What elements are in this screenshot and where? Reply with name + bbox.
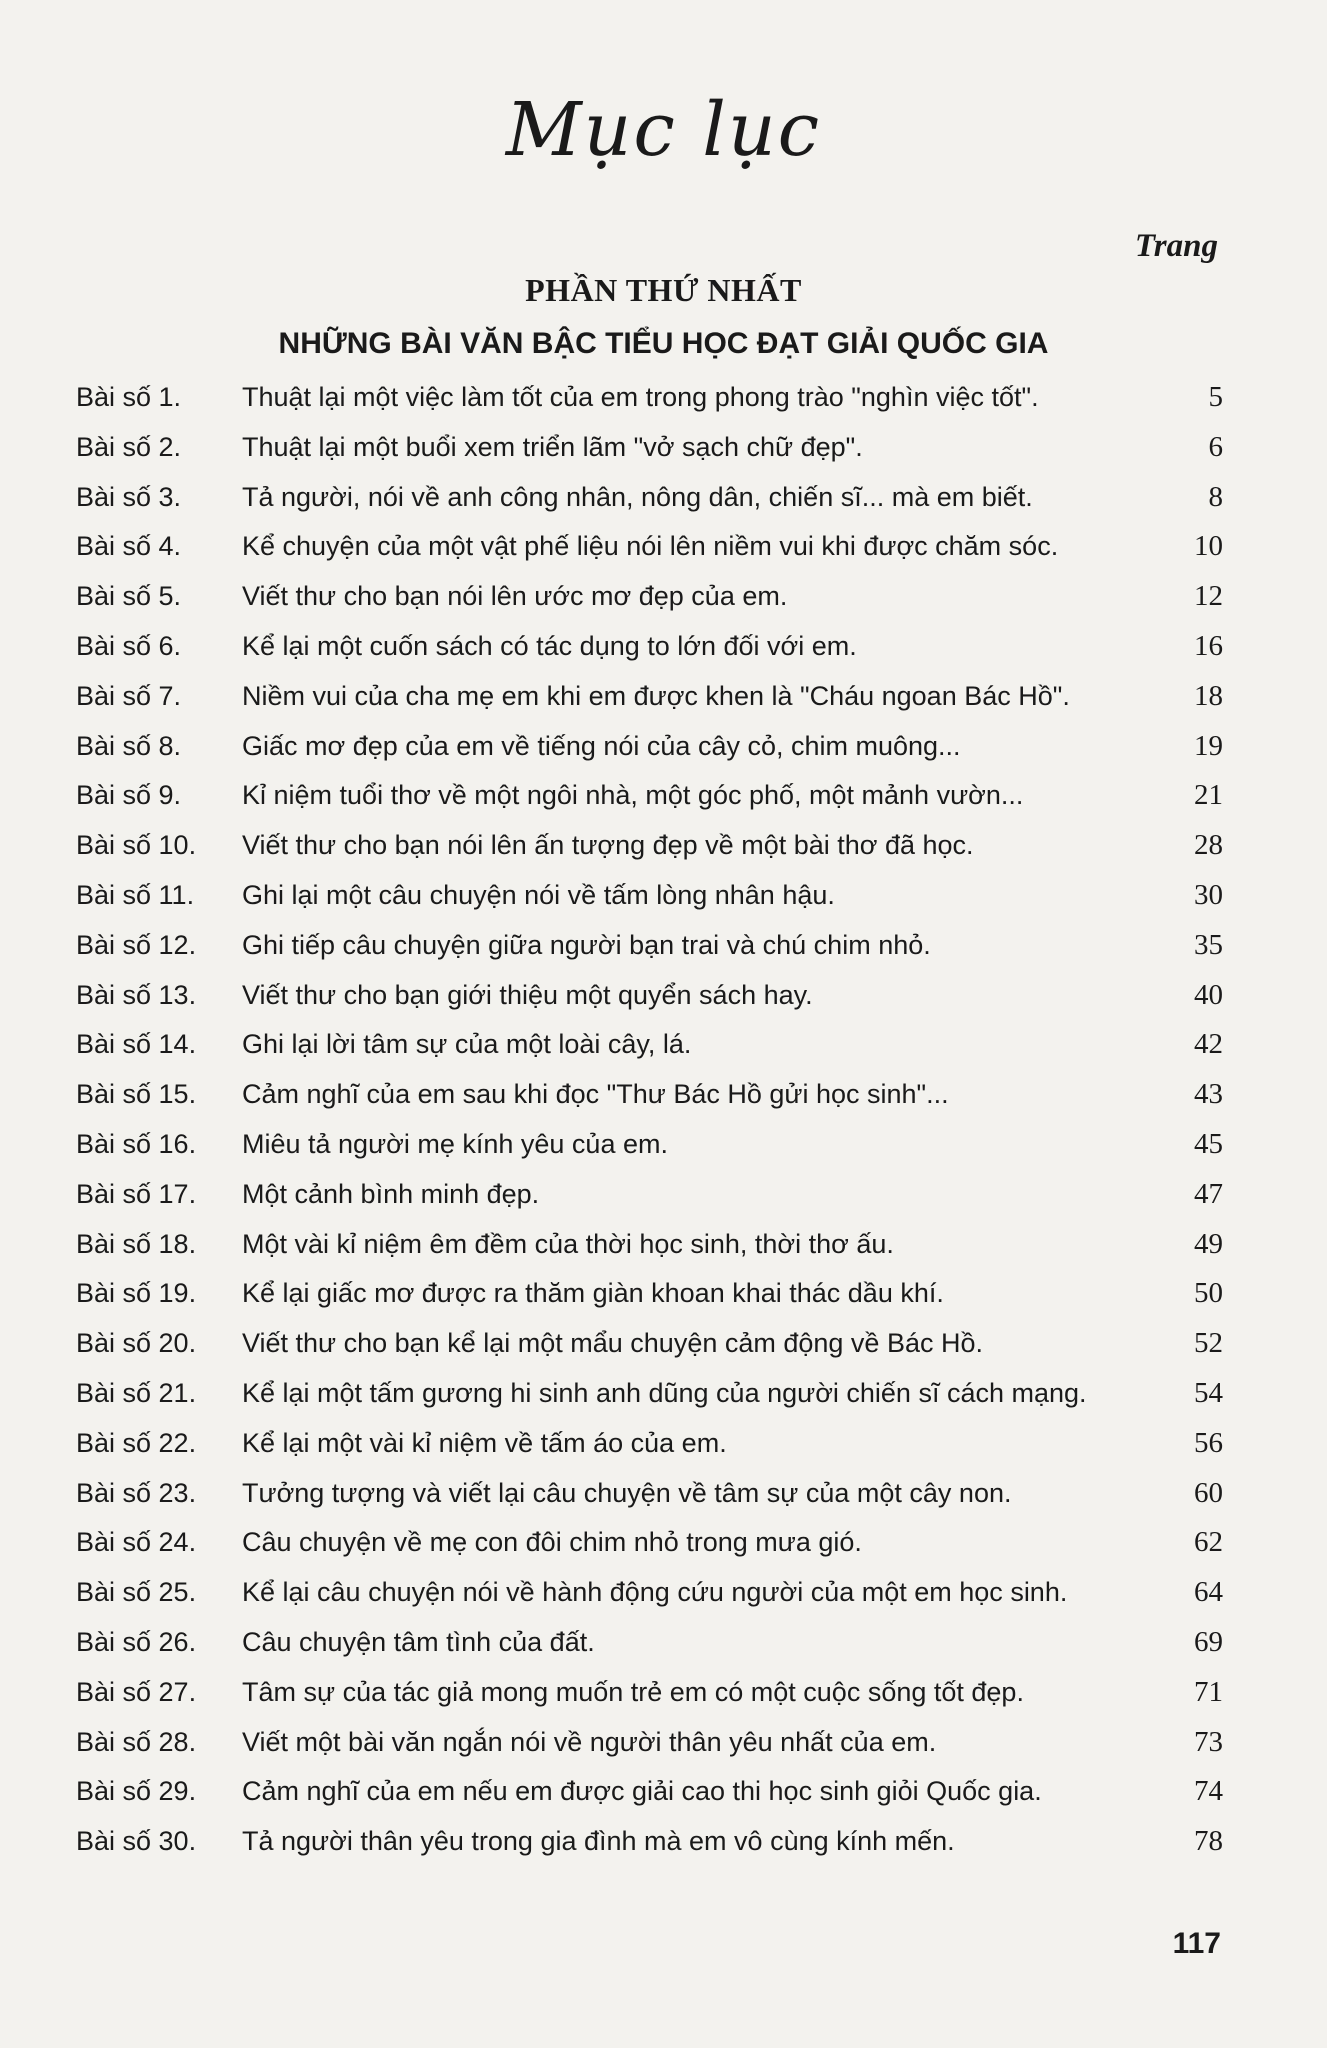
- toc-entry-title: Kể lại một vài kỉ niệm về tấm áo của em.: [242, 1427, 727, 1458]
- toc-entry-page: 64: [1194, 1576, 1223, 1609]
- toc-entry-number: Bài số 3.: [76, 481, 182, 512]
- page-title: Mục lục: [505, 87, 822, 173]
- toc-entry-title: Kể lại câu chuyện nói về hành động cứu người của một em học sinh.: [242, 1577, 1068, 1608]
- toc-entry: [0, 1369, 1327, 1419]
- toc-entry-number: Bài số 22.: [76, 1427, 197, 1458]
- toc-entry: [0, 1170, 1327, 1220]
- toc-entry-page: 62: [1194, 1526, 1223, 1559]
- toc-entry-number: Bài số 18.: [76, 1228, 197, 1259]
- toc-entry-title: Tâm sự của tác giả mong muốn trẻ em có một cuộc sống tốt đẹp.: [242, 1676, 1024, 1707]
- toc-entry-number: Bài số 21.: [76, 1377, 197, 1408]
- toc-entry-page: 19: [1194, 729, 1223, 762]
- toc-entry: [0, 1220, 1327, 1270]
- toc-entry-page: 21: [1194, 779, 1223, 812]
- toc-entry-page: 6: [1208, 430, 1223, 463]
- toc-entry-page: 60: [1194, 1476, 1223, 1509]
- toc-entry-title: Cảm nghĩ của em nếu em được giải cao thi học sinh giỏi Quốc gia.: [242, 1776, 1042, 1807]
- toc-entry-number: Bài số 5.: [76, 581, 182, 612]
- toc-entry-page: 30: [1194, 878, 1223, 911]
- toc-entry-number: Bài số 11.: [76, 879, 195, 910]
- page-column-header: Trang: [1134, 228, 1218, 264]
- toc-entry-number: Bài số 15.: [76, 1079, 197, 1110]
- toc-entry: [0, 1419, 1327, 1469]
- toc-entry-number: Bài số 6.: [76, 630, 182, 661]
- toc-entry: [0, 1767, 1327, 1817]
- toc-entry-number: Bài số 12.: [76, 929, 197, 960]
- toc-entry-title: Câu chuyện tâm tình của đất.: [242, 1626, 595, 1657]
- toc-entry-page: 71: [1194, 1675, 1223, 1708]
- toc-entry: [0, 1718, 1327, 1768]
- toc-entry-page: 74: [1194, 1775, 1223, 1808]
- toc-entry: [0, 971, 1327, 1021]
- toc-entry-number: Bài số 30.: [76, 1826, 197, 1857]
- toc-entry-title: Kể lại một tấm gương hi sinh anh dũng của người chiến sĩ cách mạng.: [242, 1377, 1087, 1408]
- toc-entry-title: Câu chuyện về mẹ con đôi chim nhỏ trong mưa gió.: [242, 1527, 862, 1558]
- toc-entry-number: Bài số 8.: [76, 730, 182, 761]
- toc-entry: [0, 373, 1327, 423]
- toc-entry-title: Một vài kỉ niệm êm đềm của thời học sinh, thời thơ ấu.: [242, 1228, 894, 1259]
- toc-entry-number: Bài số 20.: [76, 1328, 197, 1359]
- toc-entry-title: Một cảnh bình minh đẹp.: [242, 1178, 540, 1209]
- toc-entry: [0, 1319, 1327, 1369]
- toc-entry-number: Bài số 28.: [76, 1726, 197, 1757]
- toc-entry: [0, 1817, 1327, 1867]
- toc-entry-page: 18: [1194, 679, 1223, 712]
- toc-entry-page: 50: [1194, 1277, 1223, 1310]
- toc-entry: [0, 622, 1327, 672]
- toc-entry: [0, 1269, 1327, 1319]
- toc-entry-title: Kể chuyện của một vật phế liệu nói lên niềm vui khi được chăm sóc.: [242, 531, 1059, 562]
- toc-entry-page: 12: [1194, 580, 1223, 613]
- toc-entry-title: Thuật lại một buổi xem triển lãm "vở sạch chữ đẹp".: [242, 431, 863, 462]
- toc-entry-number: Bài số 29.: [76, 1776, 197, 1807]
- toc-entry: [0, 473, 1327, 523]
- part-title: PHẦN THỨ NHẤT: [525, 272, 802, 308]
- toc-entry-number: Bài số 26.: [76, 1626, 197, 1657]
- toc-entry: [0, 1668, 1327, 1718]
- toc-entry-page: 35: [1194, 928, 1223, 961]
- toc-entry-title: Tả người thân yêu trong gia đình mà em vô cùng kính mến.: [242, 1826, 955, 1857]
- toc-entry-title: Viết thư cho bạn nói lên ước mơ đẹp của em.: [242, 581, 788, 612]
- toc-entry: [0, 572, 1327, 622]
- toc-entry-title: Thuật lại một việc làm tốt của em trong phong trào "nghìn việc tốt".: [242, 382, 1039, 412]
- toc-entry-title: Kể lại một cuốn sách có tác dụng to lớn đối với em.: [242, 630, 857, 661]
- toc-entry: [0, 722, 1327, 772]
- toc-entry-title: Niềm vui của cha mẹ em khi em được khen là "Cháu ngoan Bác Hồ".: [242, 680, 1070, 711]
- toc-entry-title: Kể lại giấc mơ được ra thăm giàn khoan khai thác dầu khí.: [242, 1278, 944, 1309]
- toc-entry: [0, 1070, 1327, 1120]
- page-number: 117: [1172, 1927, 1221, 1960]
- toc-entry: [0, 921, 1327, 971]
- toc-entry-page: 8: [1208, 480, 1223, 513]
- toc-entry-page: 52: [1194, 1327, 1223, 1360]
- toc-entry-page: 28: [1194, 829, 1223, 862]
- toc-entry-number: Bài số 10.: [76, 830, 197, 861]
- toc-entry-number: Bài số 24.: [76, 1527, 197, 1558]
- toc-entry-title: Ghi tiếp câu chuyện giữa người bạn trai và chú chim nhỏ.: [242, 929, 931, 960]
- toc-entry: [0, 771, 1327, 821]
- toc-entry-number: Bài số 1.: [76, 382, 182, 412]
- toc-entry-page: 54: [1194, 1376, 1223, 1409]
- toc-entry-title: Ghi lại lời tâm sự của một loài cây, lá.: [242, 1029, 692, 1060]
- toc-entry-number: Bài số 2.: [76, 431, 182, 462]
- toc-entry-page: 45: [1194, 1127, 1223, 1160]
- toc-entry-page: 69: [1194, 1625, 1223, 1658]
- toc-entry: [0, 1568, 1327, 1618]
- toc-entry-title: Cảm nghĩ của em sau khi đọc "Thư Bác Hồ gửi học sinh"...: [242, 1079, 949, 1110]
- toc-entry-page: 40: [1194, 978, 1223, 1011]
- toc-entry-page: 78: [1194, 1825, 1223, 1858]
- toc-entry-title: Kỉ niệm tuổi thơ về một ngôi nhà, một góc phố, một mảnh vườn...: [242, 780, 1024, 811]
- toc-entry-number: Bài số 7.: [76, 680, 182, 711]
- toc-entry-page: 16: [1194, 629, 1223, 662]
- toc-entry-page: 43: [1194, 1078, 1223, 1111]
- toc-entry-number: Bài số 23.: [76, 1477, 197, 1508]
- toc-entry-number: Bài số 19.: [76, 1278, 197, 1309]
- toc-entry-number: Bài số 14.: [76, 1029, 197, 1060]
- toc-entry-number: Bài số 27.: [76, 1676, 197, 1707]
- toc-entry-title: Viết một bài văn ngắn nói về người thân yêu nhất của em.: [242, 1726, 937, 1757]
- toc-entry: [0, 821, 1327, 871]
- toc-entry-number: Bài số 25.: [76, 1577, 197, 1608]
- toc-entry-title: Miêu tả người mẹ kính yêu của em.: [242, 1128, 668, 1159]
- toc-entry-title: Giấc mơ đẹp của em về tiếng nói của cây cỏ, chim muông...: [242, 730, 961, 761]
- toc-entry-title: Ghi lại một câu chuyện nói về tấm lòng nhân hậu.: [242, 879, 835, 910]
- toc-entry: [0, 423, 1327, 473]
- toc-entry: [0, 1518, 1327, 1568]
- toc-entry-number: Bài số 4.: [76, 531, 182, 562]
- toc-entry-page: 56: [1194, 1426, 1223, 1459]
- toc-entry-title: Viết thư cho bạn giới thiệu một quyển sách hay.: [242, 979, 813, 1010]
- toc-entry-title: Tả người, nói về anh công nhân, nông dân, chiến sĩ... mà em biết.: [242, 481, 1033, 512]
- toc-entry-page: 49: [1194, 1227, 1223, 1260]
- toc-entry-number: Bài số 17.: [76, 1178, 197, 1209]
- toc-entry-number: Bài số 13.: [76, 979, 197, 1010]
- toc-entry-page: 42: [1194, 1028, 1223, 1061]
- toc-entry-page: 10: [1194, 530, 1223, 563]
- toc-entry-page: 47: [1194, 1177, 1223, 1210]
- toc-entry: [0, 1020, 1327, 1070]
- toc-entry: [0, 1618, 1327, 1668]
- toc-entry-title: Viết thư cho bạn nói lên ấn tượng đẹp về một bài thơ đã học.: [242, 830, 974, 861]
- table-of-contents: [0, 373, 1327, 1867]
- toc-entry-number: Bài số 9.: [76, 780, 182, 811]
- toc-entry: [0, 1120, 1327, 1170]
- toc-entry: [0, 871, 1327, 921]
- part-subtitle: NHỮNG BÀI VĂN BẬC TIỂU HỌC ĐẠT GIẢI QUỐC GIA: [278, 327, 1049, 360]
- toc-entry-title: Viết thư cho bạn kể lại một mẩu chuyện cảm động về Bác Hồ.: [242, 1328, 983, 1359]
- toc-entry-page: 5: [1208, 381, 1223, 413]
- toc-entry-number: Bài số 16.: [76, 1128, 197, 1159]
- toc-entry: [0, 1469, 1327, 1519]
- toc-entry-page: 73: [1194, 1725, 1223, 1758]
- toc-entry-title: Tưởng tượng và viết lại câu chuyện về tâm sự của một cây non.: [242, 1477, 1012, 1508]
- toc-entry: [0, 522, 1327, 572]
- toc-entry: [0, 672, 1327, 722]
